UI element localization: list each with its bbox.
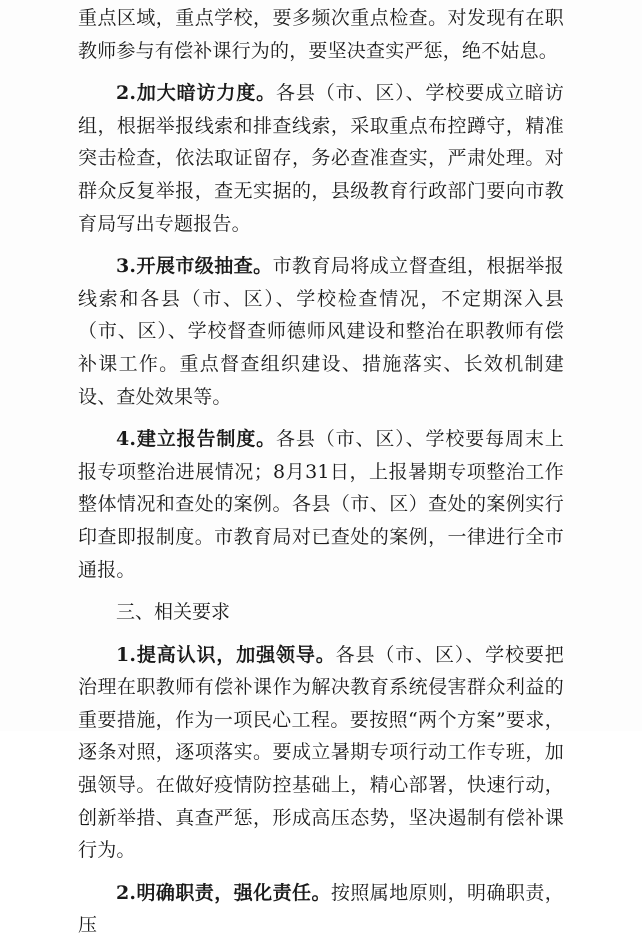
paragraph-text: 市教育局将成立督查组，根据举报线索和各县（市、区）、学校检查情况，不定期深入县（市、区）、学校督查师德师风建设和整治在职教师有偿补课工作。重点督查组织建设、措施落实、长效机制建设、查处效果等。 [78, 255, 564, 408]
paragraph-text: 各县（市、区）、学校要把治理在职教师有偿补课作为解决教育系统侵害群众利益的重要措施，作为一项民心工程。要按照“两个方案”要求，逐条对照，逐项落实。要成立暑期专项行动工作专班，加强领导。在做好疫情防控基础上，精心部署，快速行动，创新举措、真查严惩，形成高压态势，坚决遏制有偿补课行为。 [78, 643, 564, 862]
paragraph-requirement-1 [78, 639, 564, 867]
paragraph-text: 各县（市、区）、学校要每周末上报专项整治进展情况；8月31日，上报暑期专项整治工作整体情况和查处的案例。各县（市、区）查处的案例实行印查即报制度。市教育局对已查处的案例，一律进行全市通报。 [78, 428, 564, 581]
paragraph-text: 各县（市、区）、学校要成立暗访组，根据举报线索和排查线索，采取重点布控蹲守，精准突击检查，依法取证留存，务必查准查实，严肃处理。对群众反复举报，查无实据的，县级教育行政部门要向市教育局写出专题报告。 [78, 82, 564, 235]
paragraph-item-2 [78, 77, 564, 240]
paragraph-item-3 [78, 250, 564, 413]
paragraph-lead: 4.建立报告制度。 [116, 428, 277, 451]
paragraph-lead: 3.开展市级抽查。 [116, 255, 273, 278]
paragraph-text: 按照属地原则，明确职责，压 [78, 881, 564, 937]
paragraph-lead: 1.提高认识，加强领导。 [116, 643, 336, 666]
document-body [78, 2, 564, 952]
paragraph-item-4 [78, 423, 564, 586]
paragraph-requirement-2 [78, 877, 564, 942]
paragraph-lead: 2.加大暗访力度。 [116, 82, 277, 105]
paragraph-lead: 2.明确职责，强化责任。 [116, 881, 331, 904]
paragraph-text: 重点区域，重点学校，要多频次重点检查。对发现有在职教师参与有偿补课行为的，要坚决查实严惩，绝不姑息。 [78, 7, 564, 62]
section-heading: 三、相关要求 [116, 601, 231, 624]
paragraph-continuation [78, 2, 564, 67]
